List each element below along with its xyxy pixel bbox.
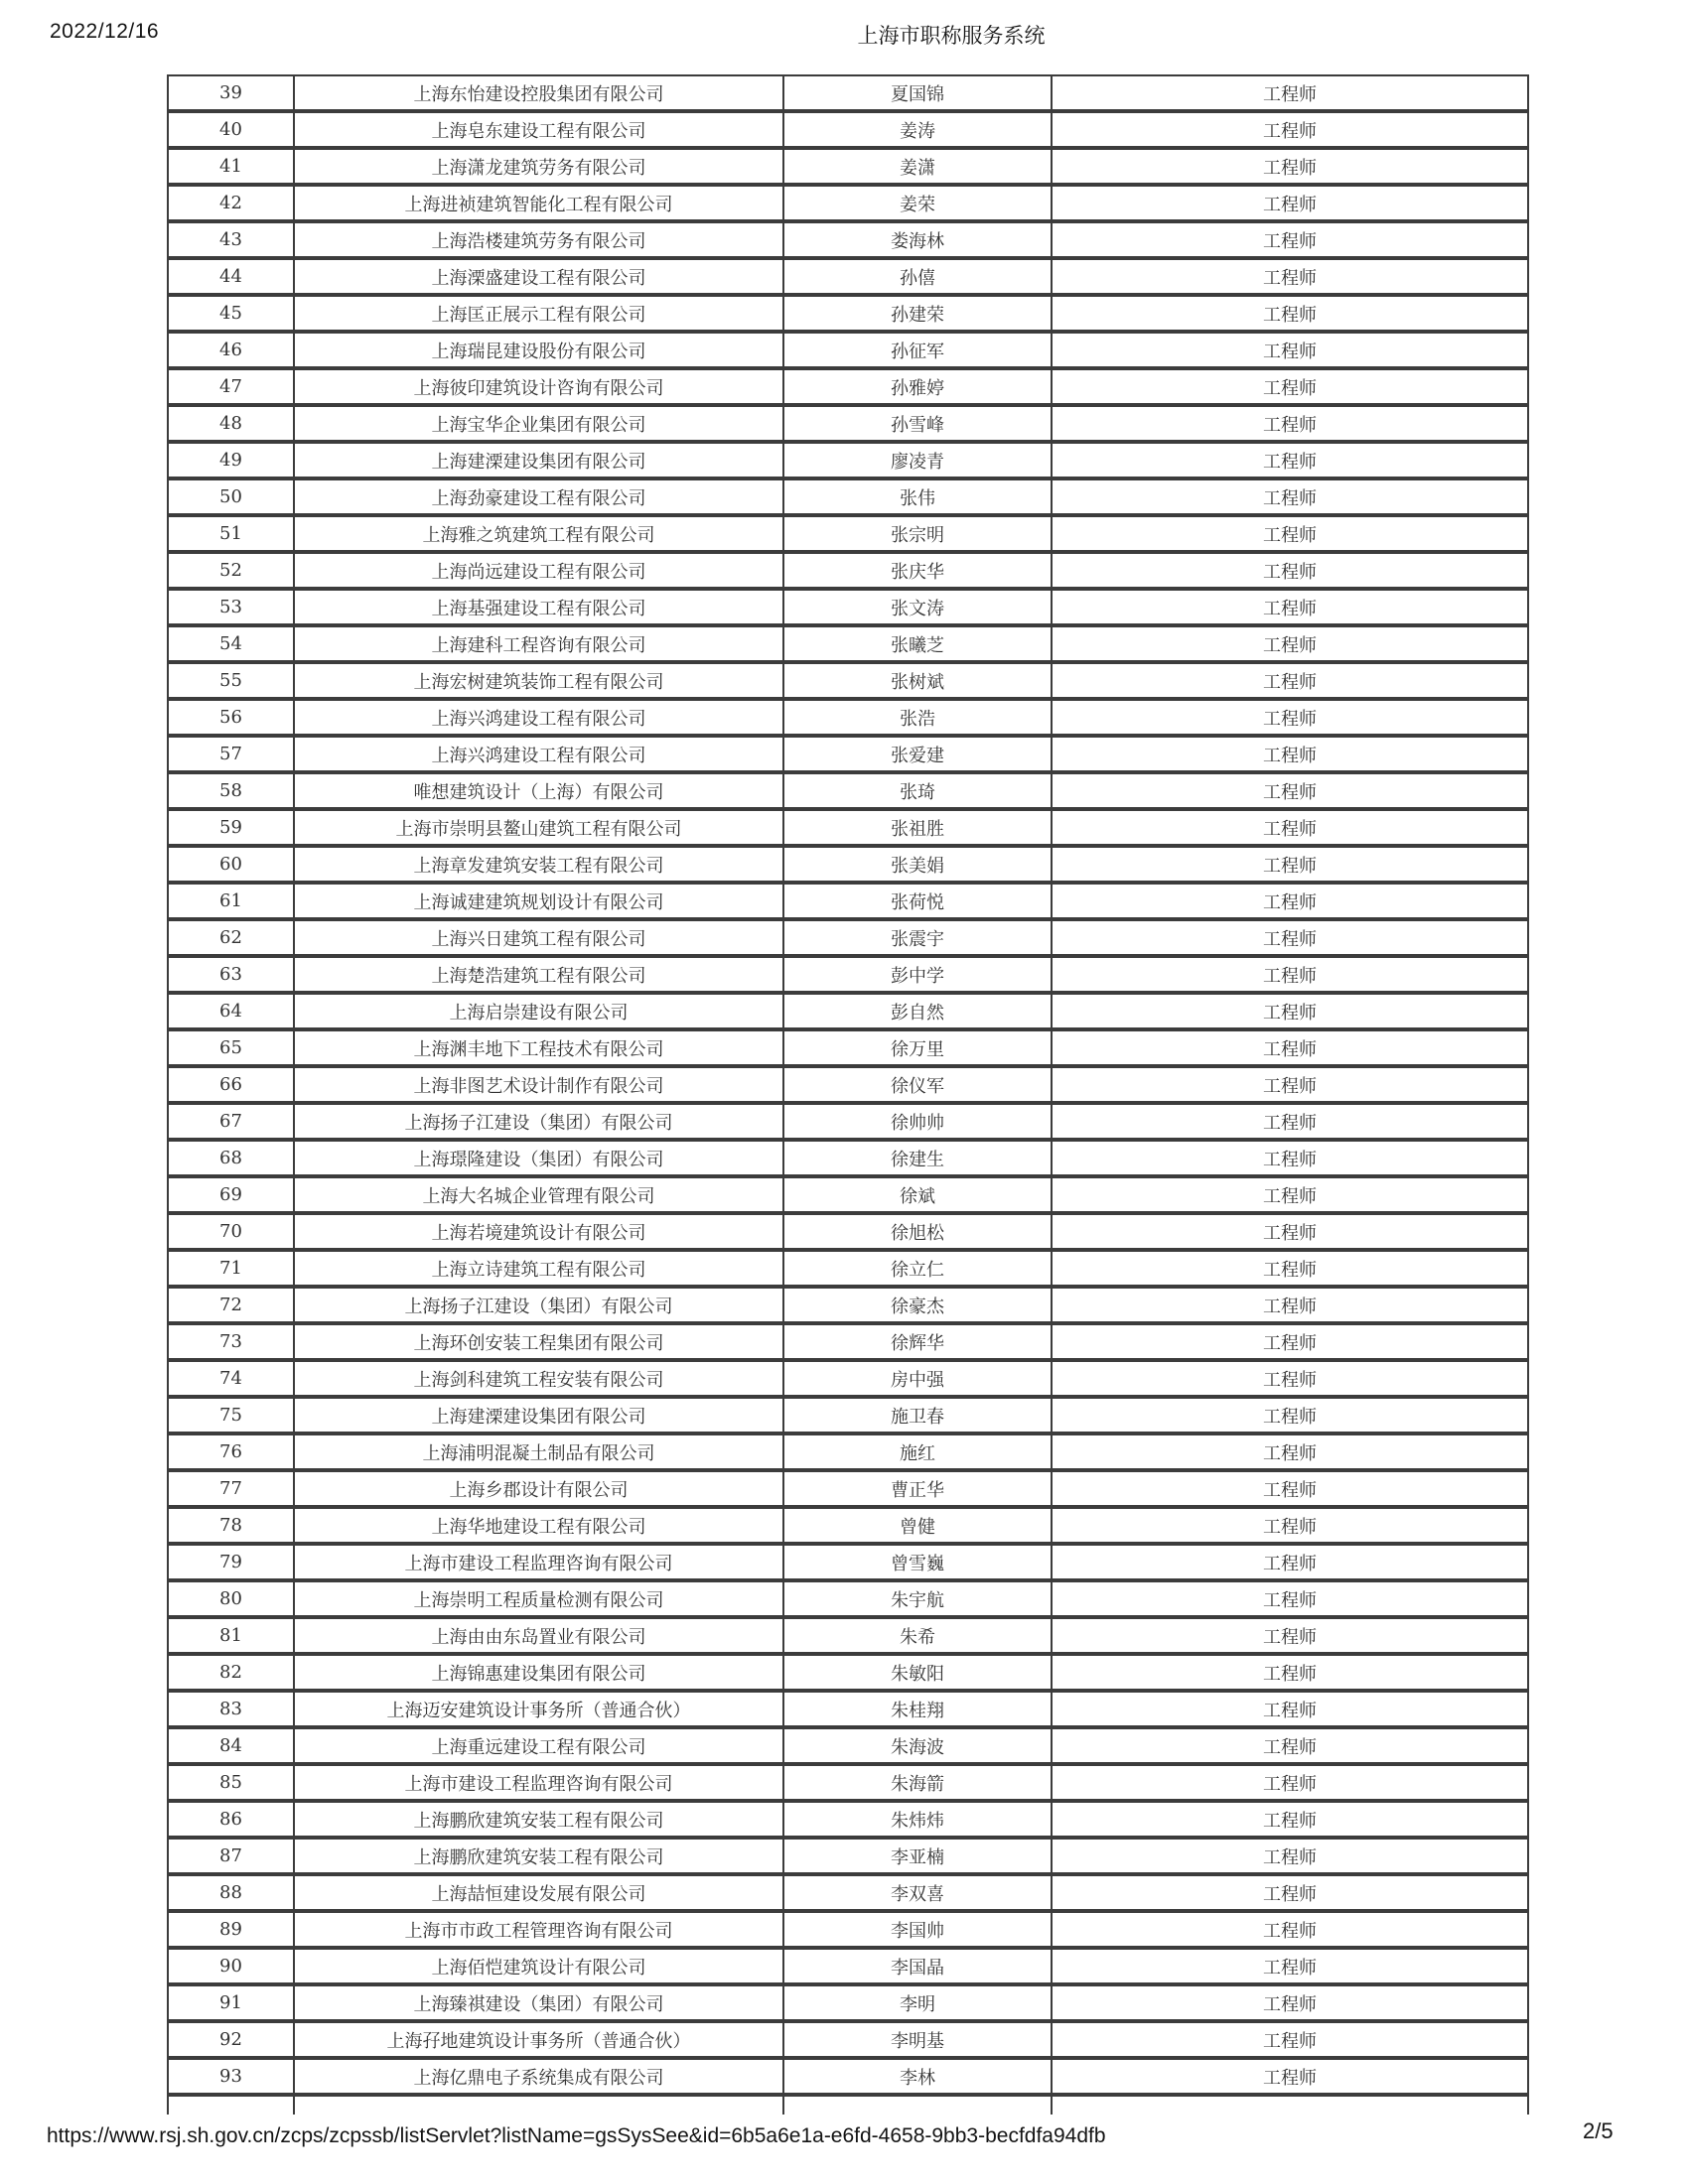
job-title-cell: 工程师 xyxy=(1052,993,1528,1029)
table-row xyxy=(168,552,1528,589)
table-row xyxy=(168,883,1528,919)
job-title-cell: 工程师 xyxy=(1052,332,1528,368)
company-cell: 唯想建筑设计（上海）有限公司 xyxy=(294,772,783,809)
company-cell: 上海进祯建筑智能化工程有限公司 xyxy=(294,185,783,221)
company-cell: 上海建溧建设集团有限公司 xyxy=(294,1397,783,1433)
person-name-cell: 李林 xyxy=(783,2058,1052,2095)
table-row xyxy=(168,1544,1528,1580)
row-number-cell: 60 xyxy=(168,846,294,883)
row-number-cell: 42 xyxy=(168,185,294,221)
company-cell: 上海大名城企业管理有限公司 xyxy=(294,1176,783,1213)
job-title-cell: 工程师 xyxy=(1052,2058,1528,2095)
person-name-cell: 张琦 xyxy=(783,772,1052,809)
row-number-cell: 45 xyxy=(168,295,294,332)
table-row xyxy=(168,258,1528,295)
row-number-cell: 62 xyxy=(168,919,294,956)
table-row xyxy=(168,1948,1528,1984)
job-title-cell: 工程师 xyxy=(1052,1801,1528,1838)
company-cell: 上海亿鼎电子系统集成有限公司 xyxy=(294,2058,783,2095)
job-title-cell: 工程师 xyxy=(1052,1874,1528,1911)
job-title-cell: 工程师 xyxy=(1052,1470,1528,1507)
job-title-cell: 工程师 xyxy=(1052,1176,1528,1213)
table-row xyxy=(168,1066,1528,1103)
titles-table xyxy=(167,74,1529,2115)
titles-table-body xyxy=(168,75,1528,2095)
job-title-cell: 工程师 xyxy=(1052,221,1528,258)
table-row xyxy=(168,368,1528,405)
table-row xyxy=(168,221,1528,258)
person-name-cell: 姜荣 xyxy=(783,185,1052,221)
job-title-cell: 工程师 xyxy=(1052,1580,1528,1617)
row-number-cell: 51 xyxy=(168,515,294,552)
company-cell: 上海宝华企业集团有限公司 xyxy=(294,405,783,442)
job-title-cell: 工程师 xyxy=(1052,883,1528,919)
company-cell: 上海东怡建设控股集团有限公司 xyxy=(294,75,783,111)
company-cell: 上海崇明工程质量检测有限公司 xyxy=(294,1580,783,1617)
person-name-cell: 张庆华 xyxy=(783,552,1052,589)
person-name-cell: 张浩 xyxy=(783,699,1052,736)
row-number-cell: 65 xyxy=(168,1029,294,1066)
person-name-cell: 张曦芝 xyxy=(783,625,1052,662)
company-cell: 上海兴日建筑工程有限公司 xyxy=(294,919,783,956)
person-name-cell: 彭自然 xyxy=(783,993,1052,1029)
company-cell: 上海立诗建筑工程有限公司 xyxy=(294,1250,783,1287)
job-title-cell: 工程师 xyxy=(1052,2021,1528,2058)
job-title-cell: 工程师 xyxy=(1052,1250,1528,1287)
table-row xyxy=(168,846,1528,883)
company-cell: 上海雅之筑建筑工程有限公司 xyxy=(294,515,783,552)
person-name-cell: 朱希 xyxy=(783,1617,1052,1654)
job-title-cell: 工程师 xyxy=(1052,1140,1528,1176)
table-row xyxy=(168,736,1528,772)
row-number-cell: 41 xyxy=(168,148,294,185)
company-cell: 上海建科工程咨询有限公司 xyxy=(294,625,783,662)
table-row xyxy=(168,772,1528,809)
row-number-cell: 46 xyxy=(168,332,294,368)
job-title-cell xyxy=(1052,2095,1528,2115)
job-title-cell: 工程师 xyxy=(1052,1066,1528,1103)
company-cell: 上海佰恺建筑设计有限公司 xyxy=(294,1948,783,1984)
person-name-cell: 朱炜炜 xyxy=(783,1801,1052,1838)
person-name-cell: 张宗明 xyxy=(783,515,1052,552)
job-title-cell: 工程师 xyxy=(1052,552,1528,589)
job-title-cell: 工程师 xyxy=(1052,1544,1528,1580)
table-row xyxy=(168,1874,1528,1911)
person-name-cell: 廖凌青 xyxy=(783,442,1052,478)
job-title-cell: 工程师 xyxy=(1052,1287,1528,1323)
row-number-cell: 54 xyxy=(168,625,294,662)
person-name-cell: 张树斌 xyxy=(783,662,1052,699)
person-name-cell: 张荷悦 xyxy=(783,883,1052,919)
table-row xyxy=(168,405,1528,442)
company-cell: 上海潇龙建筑劳务有限公司 xyxy=(294,148,783,185)
table-row xyxy=(168,148,1528,185)
job-title-cell: 工程师 xyxy=(1052,515,1528,552)
print-footer-url: https://www.rsj.sh.gov.cn/zcps/zcpssb/listServlet?listName=gsSysSee&id=6b5a6e1a-e6fd-4658-9bb3-becfdfa94dfb xyxy=(47,2124,1106,2147)
person-name-cell: 姜潇 xyxy=(783,148,1052,185)
company-cell: 上海兴鸿建设工程有限公司 xyxy=(294,736,783,772)
row-number-cell: 68 xyxy=(168,1140,294,1176)
job-title-cell: 工程师 xyxy=(1052,185,1528,221)
table-row xyxy=(168,1360,1528,1397)
person-name-cell: 姜涛 xyxy=(783,111,1052,148)
person-name-cell: 徐斌 xyxy=(783,1176,1052,1213)
person-name-cell: 房中强 xyxy=(783,1360,1052,1397)
job-title-cell: 工程师 xyxy=(1052,919,1528,956)
person-name-cell: 李国帅 xyxy=(783,1911,1052,1948)
company-cell: 上海华地建设工程有限公司 xyxy=(294,1507,783,1544)
job-title-cell: 工程师 xyxy=(1052,478,1528,515)
job-title-cell: 工程师 xyxy=(1052,699,1528,736)
person-name-cell: 娄海林 xyxy=(783,221,1052,258)
person-name-cell: 李国晶 xyxy=(783,1948,1052,1984)
company-cell: 上海孖地建筑设计事务所（普通合伙） xyxy=(294,2021,783,2058)
company-cell: 上海宏树建筑装饰工程有限公司 xyxy=(294,662,783,699)
row-number-cell: 66 xyxy=(168,1066,294,1103)
row-number-cell: 43 xyxy=(168,221,294,258)
table-row xyxy=(168,809,1528,846)
row-number-cell: 87 xyxy=(168,1838,294,1874)
row-number-cell: 58 xyxy=(168,772,294,809)
job-title-cell: 工程师 xyxy=(1052,846,1528,883)
person-name-cell: 朱敏阳 xyxy=(783,1654,1052,1691)
company-cell: 上海鹏欣建筑安装工程有限公司 xyxy=(294,1801,783,1838)
job-title-cell: 工程师 xyxy=(1052,75,1528,111)
job-title-cell: 工程师 xyxy=(1052,1507,1528,1544)
job-title-cell: 工程师 xyxy=(1052,1654,1528,1691)
person-name-cell: 徐豪杰 xyxy=(783,1287,1052,1323)
job-title-cell: 工程师 xyxy=(1052,589,1528,625)
table-row xyxy=(168,1727,1528,1764)
row-number-cell: 52 xyxy=(168,552,294,589)
company-cell: 上海鹏欣建筑安装工程有限公司 xyxy=(294,1838,783,1874)
job-title-cell: 工程师 xyxy=(1052,1727,1528,1764)
table-row xyxy=(168,662,1528,699)
job-title-cell: 工程师 xyxy=(1052,662,1528,699)
company-cell: 上海由由东岛置业有限公司 xyxy=(294,1617,783,1654)
person-name-cell: 曾健 xyxy=(783,1507,1052,1544)
job-title-cell: 工程师 xyxy=(1052,1984,1528,2021)
row-number-cell: 63 xyxy=(168,956,294,993)
row-number-cell: 73 xyxy=(168,1323,294,1360)
company-cell: 上海启崇建设有限公司 xyxy=(294,993,783,1029)
table-row xyxy=(168,2021,1528,2058)
company-cell: 上海劲豪建设工程有限公司 xyxy=(294,478,783,515)
person-name-cell: 曾雪巍 xyxy=(783,1544,1052,1580)
job-title-cell: 工程师 xyxy=(1052,258,1528,295)
row-number-cell: 89 xyxy=(168,1911,294,1948)
table-row xyxy=(168,1654,1528,1691)
job-title-cell: 工程师 xyxy=(1052,1691,1528,1727)
table-row xyxy=(168,1507,1528,1544)
table-row xyxy=(168,1838,1528,1874)
table-row xyxy=(168,1250,1528,1287)
job-title-cell: 工程师 xyxy=(1052,736,1528,772)
row-number-cell: 77 xyxy=(168,1470,294,1507)
company-cell: 上海市崇明县鳌山建筑工程有限公司 xyxy=(294,809,783,846)
table-row xyxy=(168,1580,1528,1617)
company-cell: 上海剑科建筑工程安装有限公司 xyxy=(294,1360,783,1397)
row-number-cell: 84 xyxy=(168,1727,294,1764)
row-number-cell: 91 xyxy=(168,1984,294,2021)
job-title-cell: 工程师 xyxy=(1052,1323,1528,1360)
row-number-cell: 48 xyxy=(168,405,294,442)
person-name-cell: 朱海箭 xyxy=(783,1764,1052,1801)
row-number-cell: 83 xyxy=(168,1691,294,1727)
table-row xyxy=(168,1617,1528,1654)
table-row xyxy=(168,1397,1528,1433)
row-number-cell: 72 xyxy=(168,1287,294,1323)
company-cell: 上海诚建建筑规划设计有限公司 xyxy=(294,883,783,919)
row-number-cell: 40 xyxy=(168,111,294,148)
person-name-cell: 孙僖 xyxy=(783,258,1052,295)
row-number-cell: 57 xyxy=(168,736,294,772)
job-title-cell: 工程师 xyxy=(1052,1103,1528,1140)
person-name-cell: 彭中学 xyxy=(783,956,1052,993)
partial-next-row xyxy=(168,2095,1528,2115)
table-row xyxy=(168,185,1528,221)
table-row xyxy=(168,1433,1528,1470)
row-number-cell: 78 xyxy=(168,1507,294,1544)
company-cell: 上海彼印建筑设计咨询有限公司 xyxy=(294,368,783,405)
person-name-cell: 李明 xyxy=(783,1984,1052,2021)
row-number-cell: 74 xyxy=(168,1360,294,1397)
row-number-cell: 86 xyxy=(168,1801,294,1838)
company-cell: 上海渊丰地下工程技术有限公司 xyxy=(294,1029,783,1066)
person-name-cell: 张文涛 xyxy=(783,589,1052,625)
table-row xyxy=(168,111,1528,148)
person-name-cell: 徐立仁 xyxy=(783,1250,1052,1287)
person-name-cell: 李双喜 xyxy=(783,1874,1052,1911)
company-cell: 上海扬子江建设（集团）有限公司 xyxy=(294,1103,783,1140)
job-title-cell: 工程师 xyxy=(1052,1029,1528,1066)
row-number-cell: 55 xyxy=(168,662,294,699)
row-number-cell: 69 xyxy=(168,1176,294,1213)
person-name-cell: 张震宇 xyxy=(783,919,1052,956)
job-title-cell: 工程师 xyxy=(1052,1433,1528,1470)
company-cell: 上海市市政工程管理咨询有限公司 xyxy=(294,1911,783,1948)
job-title-cell: 工程师 xyxy=(1052,368,1528,405)
person-name-cell: 朱宇航 xyxy=(783,1580,1052,1617)
job-title-cell: 工程师 xyxy=(1052,1397,1528,1433)
row-number-cell: 71 xyxy=(168,1250,294,1287)
person-name-cell xyxy=(783,2095,1052,2115)
row-number-cell: 81 xyxy=(168,1617,294,1654)
row-number-cell xyxy=(168,2095,294,2115)
row-number-cell: 59 xyxy=(168,809,294,846)
table-row xyxy=(168,1984,1528,2021)
company-cell: 上海喆恒建设发展有限公司 xyxy=(294,1874,783,1911)
table-row xyxy=(168,993,1528,1029)
job-title-cell: 工程师 xyxy=(1052,625,1528,662)
company-cell: 上海楚浩建筑工程有限公司 xyxy=(294,956,783,993)
table-row xyxy=(168,1470,1528,1507)
person-name-cell: 孙建荣 xyxy=(783,295,1052,332)
job-title-cell: 工程师 xyxy=(1052,1911,1528,1948)
table-row xyxy=(168,956,1528,993)
row-number-cell: 50 xyxy=(168,478,294,515)
person-name-cell: 夏国锦 xyxy=(783,75,1052,111)
person-name-cell: 张爱建 xyxy=(783,736,1052,772)
company-cell: 上海基强建设工程有限公司 xyxy=(294,589,783,625)
job-title-cell: 工程师 xyxy=(1052,148,1528,185)
job-title-cell: 工程师 xyxy=(1052,772,1528,809)
company-cell: 上海市建设工程监理咨询有限公司 xyxy=(294,1544,783,1580)
person-name-cell: 李亚楠 xyxy=(783,1838,1052,1874)
table-row xyxy=(168,699,1528,736)
table-row xyxy=(168,75,1528,111)
table-row xyxy=(168,2058,1528,2095)
row-number-cell: 88 xyxy=(168,1874,294,1911)
table-row xyxy=(168,1176,1528,1213)
person-name-cell: 朱海波 xyxy=(783,1727,1052,1764)
row-number-cell: 90 xyxy=(168,1948,294,1984)
table-row xyxy=(168,332,1528,368)
job-title-cell: 工程师 xyxy=(1052,405,1528,442)
row-number-cell: 82 xyxy=(168,1654,294,1691)
company-cell: 上海若境建筑设计有限公司 xyxy=(294,1213,783,1250)
person-name-cell: 徐辉华 xyxy=(783,1323,1052,1360)
company-cell: 上海迈安建筑设计事务所（普通合伙） xyxy=(294,1691,783,1727)
person-name-cell: 徐万里 xyxy=(783,1029,1052,1066)
person-name-cell: 施卫春 xyxy=(783,1397,1052,1433)
row-number-cell: 47 xyxy=(168,368,294,405)
table-row xyxy=(168,1323,1528,1360)
job-title-cell: 工程师 xyxy=(1052,1360,1528,1397)
table-row xyxy=(168,1029,1528,1066)
row-number-cell: 64 xyxy=(168,993,294,1029)
table-row xyxy=(168,1801,1528,1838)
table-row xyxy=(168,1287,1528,1323)
company-cell: 上海建溧建设集团有限公司 xyxy=(294,442,783,478)
person-name-cell: 徐旭松 xyxy=(783,1213,1052,1250)
table-row xyxy=(168,919,1528,956)
person-name-cell: 曹正华 xyxy=(783,1470,1052,1507)
job-title-cell: 工程师 xyxy=(1052,1948,1528,1984)
print-header-date: 2022/12/16 xyxy=(50,20,160,43)
job-title-cell: 工程师 xyxy=(1052,442,1528,478)
company-cell: 上海臻祺建设（集团）有限公司 xyxy=(294,1984,783,2021)
person-name-cell: 李明基 xyxy=(783,2021,1052,2058)
company-cell: 上海章发建筑安装工程有限公司 xyxy=(294,846,783,883)
job-title-cell: 工程师 xyxy=(1052,956,1528,993)
row-number-cell: 92 xyxy=(168,2021,294,2058)
table-row xyxy=(168,625,1528,662)
company-cell: 上海浦明混凝土制品有限公司 xyxy=(294,1433,783,1470)
company-cell: 上海皂东建设工程有限公司 xyxy=(294,111,783,148)
company-cell: 上海市建设工程监理咨询有限公司 xyxy=(294,1764,783,1801)
job-title-cell: 工程师 xyxy=(1052,1213,1528,1250)
company-cell: 上海璟隆建设（集团）有限公司 xyxy=(294,1140,783,1176)
table-row xyxy=(168,478,1528,515)
row-number-cell: 44 xyxy=(168,258,294,295)
table-row xyxy=(168,589,1528,625)
row-number-cell: 70 xyxy=(168,1213,294,1250)
row-number-cell: 56 xyxy=(168,699,294,736)
person-name-cell: 孙雅婷 xyxy=(783,368,1052,405)
table-row xyxy=(168,1103,1528,1140)
row-number-cell: 80 xyxy=(168,1580,294,1617)
job-title-cell: 工程师 xyxy=(1052,1617,1528,1654)
job-title-cell: 工程师 xyxy=(1052,1838,1528,1874)
row-number-cell: 79 xyxy=(168,1544,294,1580)
row-number-cell: 75 xyxy=(168,1397,294,1433)
page-title: 上海市职称服务系统 xyxy=(857,25,1046,48)
company-cell: 上海非图艺术设计制作有限公司 xyxy=(294,1066,783,1103)
company-cell: 上海锦惠建设集团有限公司 xyxy=(294,1654,783,1691)
row-number-cell: 85 xyxy=(168,1764,294,1801)
table-row xyxy=(168,515,1528,552)
table-row xyxy=(168,442,1528,478)
company-cell: 上海环创安装工程集团有限公司 xyxy=(294,1323,783,1360)
person-name-cell: 朱桂翔 xyxy=(783,1691,1052,1727)
person-name-cell: 徐仪军 xyxy=(783,1066,1052,1103)
print-page-number: 2/5 xyxy=(1583,2118,1614,2143)
company-cell: 上海浩楼建筑劳务有限公司 xyxy=(294,221,783,258)
job-title-cell: 工程师 xyxy=(1052,809,1528,846)
row-number-cell: 39 xyxy=(168,75,294,111)
company-cell: 上海扬子江建设（集团）有限公司 xyxy=(294,1287,783,1323)
row-number-cell: 93 xyxy=(168,2058,294,2095)
person-name-cell: 孙雪峰 xyxy=(783,405,1052,442)
company-cell: 上海重远建设工程有限公司 xyxy=(294,1727,783,1764)
table-row xyxy=(168,1764,1528,1801)
company-cell: 上海溧盛建设工程有限公司 xyxy=(294,258,783,295)
person-name-cell: 徐建生 xyxy=(783,1140,1052,1176)
row-number-cell: 49 xyxy=(168,442,294,478)
person-name-cell: 施红 xyxy=(783,1433,1052,1470)
job-title-cell: 工程师 xyxy=(1052,1764,1528,1801)
table-row xyxy=(168,1140,1528,1176)
person-name-cell: 孙征军 xyxy=(783,332,1052,368)
company-cell: 上海尚远建设工程有限公司 xyxy=(294,552,783,589)
row-number-cell: 61 xyxy=(168,883,294,919)
company-cell xyxy=(294,2095,783,2115)
company-cell: 上海瑞昆建设股份有限公司 xyxy=(294,332,783,368)
job-title-cell: 工程师 xyxy=(1052,295,1528,332)
company-cell: 上海乡郡设计有限公司 xyxy=(294,1470,783,1507)
row-number-cell: 53 xyxy=(168,589,294,625)
table-row xyxy=(168,1213,1528,1250)
job-title-cell: 工程师 xyxy=(1052,111,1528,148)
table-row xyxy=(168,1691,1528,1727)
row-number-cell: 76 xyxy=(168,1433,294,1470)
person-name-cell: 张祖胜 xyxy=(783,809,1052,846)
row-number-cell: 67 xyxy=(168,1103,294,1140)
table-row xyxy=(168,295,1528,332)
company-cell: 上海兴鸿建设工程有限公司 xyxy=(294,699,783,736)
person-name-cell: 张美娟 xyxy=(783,846,1052,883)
company-cell: 上海匡正展示工程有限公司 xyxy=(294,295,783,332)
table-row xyxy=(168,1911,1528,1948)
person-name-cell: 张伟 xyxy=(783,478,1052,515)
person-name-cell: 徐帅帅 xyxy=(783,1103,1052,1140)
